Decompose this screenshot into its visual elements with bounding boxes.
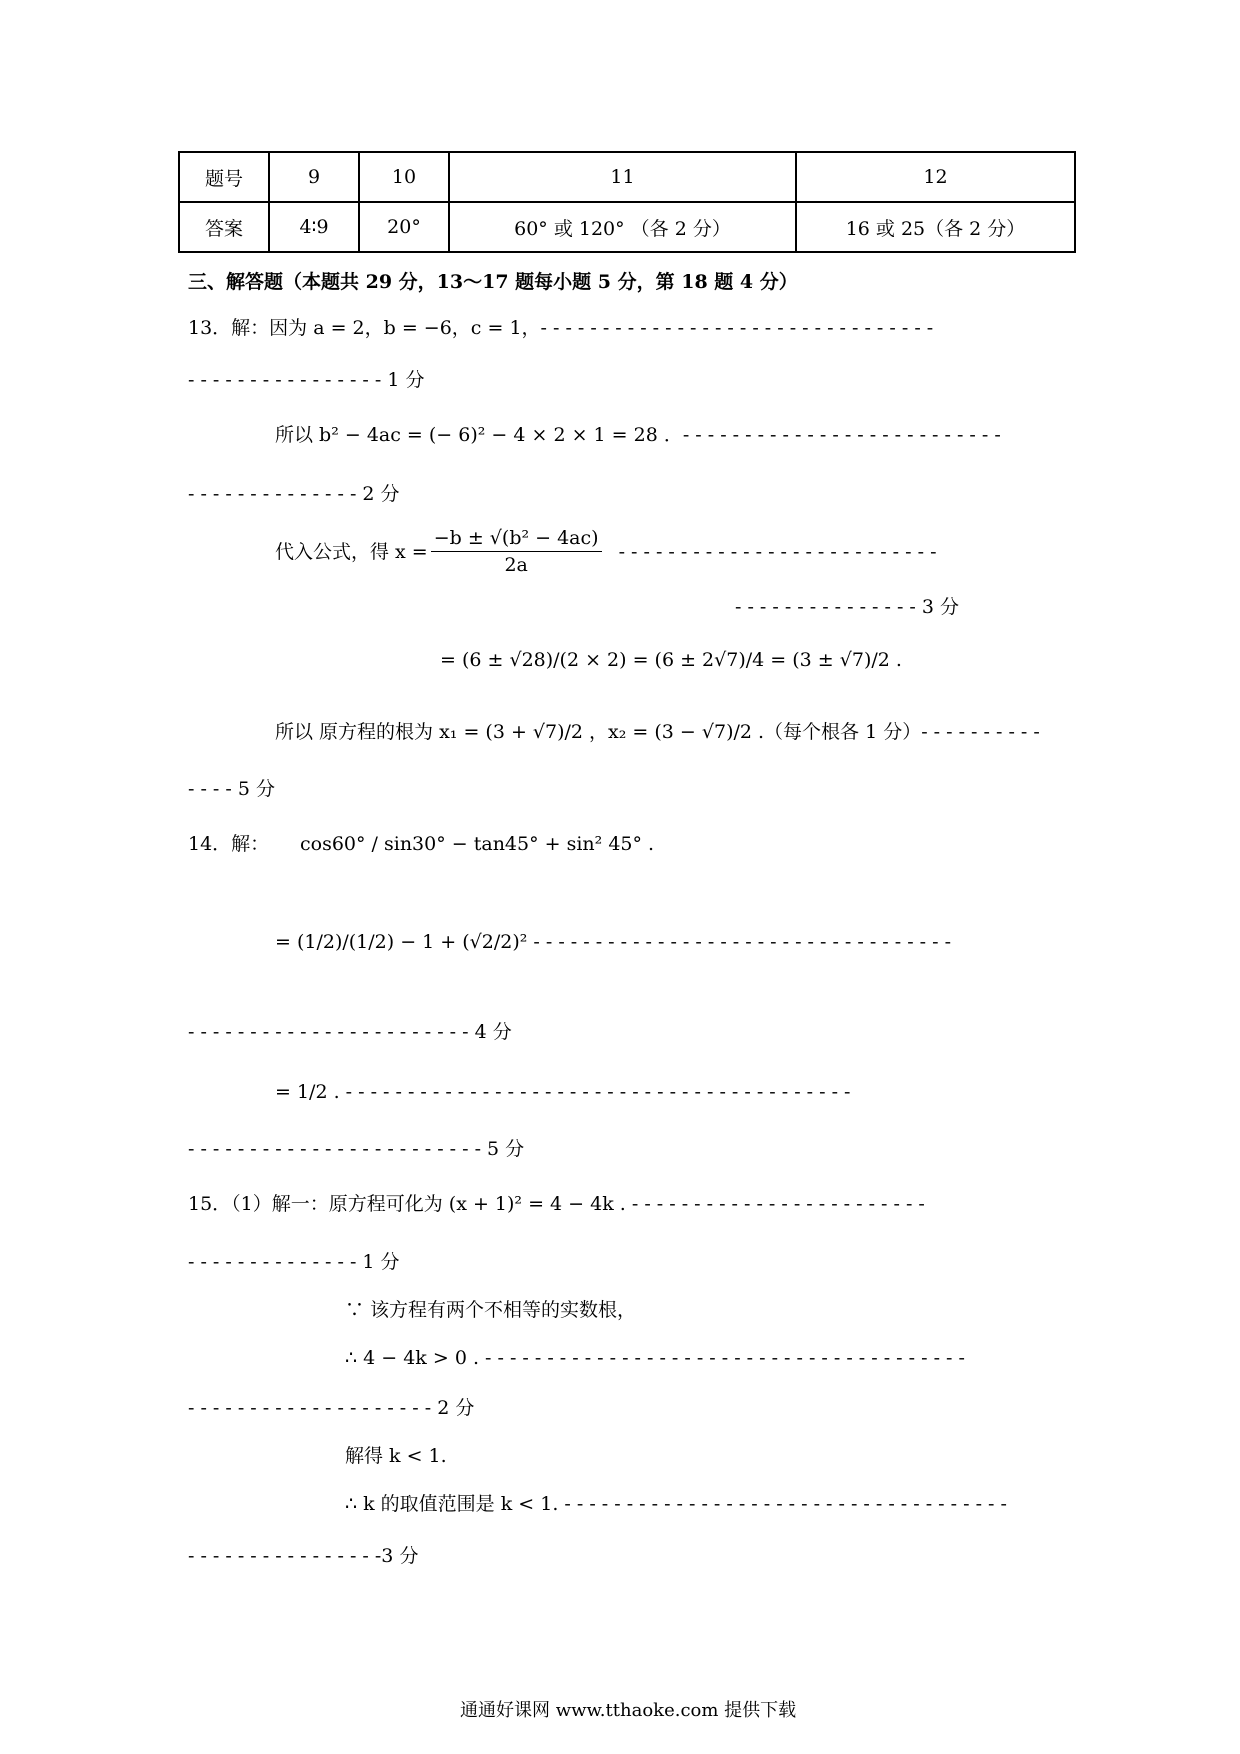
formula-numerator: −b ± √(b² − 4ac) (431, 527, 602, 552)
table-cell: 11 (449, 152, 796, 202)
q14-line3: = 1/2 . - - - - - - - - - - - - - - - - - - - - - - - - - - - - - - - - - - - - - - - - - (275, 1081, 851, 1103)
q15-line2: ∵ 该方程有两个不相等的实数根， (345, 1299, 637, 1321)
q14-expression: cos60° / sin30° − tan45° + sin² 45° . (300, 833, 655, 855)
q15-score5: - - - - - - - - - - - - - - - -3 分 (188, 1545, 419, 1567)
table-row (179, 202, 1075, 252)
formula-denominator: 2a (504, 554, 528, 576)
q13-line3 (275, 527, 937, 576)
q15-score3: - - - - - - - - - - - - - - - - - - - - 2 分 (188, 1397, 475, 1419)
q13-score2: - - - - - - - - - - - - - - 2 分 (188, 483, 400, 505)
q14-score3: - - - - - - - - - - - - - - - - - - - - - - - - 5 分 (188, 1138, 525, 1160)
q13-line5: 所以 原方程的根为 x₁ = (3 + √7)/2 ，x₂ = (3 − √7)/2 .（每个根各 1 分）- - - - - - - - - - (275, 721, 1040, 743)
table-cell: 20° (359, 202, 449, 252)
table-row (179, 152, 1075, 202)
q14-score2: - - - - - - - - - - - - - - - - - - - - - - - 4 分 (188, 1021, 512, 1043)
q14-label: 14．解： (188, 833, 270, 855)
q15-score1: - - - - - - - - - - - - - - 1 分 (188, 1251, 400, 1273)
footer-text: 通通好课网 www.tthaoke.com 提供下载 (460, 1700, 797, 1721)
table-cell: 60° 或 120° （各 2 分） (449, 202, 796, 252)
q15-line5: ∴ k 的取值范围是 k < 1. - - - - - - - - - - - - - - - - - - - - - - - - - - - - - - - - - - - - (345, 1493, 1007, 1515)
table-cell: 题号 (179, 152, 269, 202)
answer-table (178, 151, 1076, 253)
q13-line3-dash: - - - - - - - - - - - - - - - - - - - - - - - - - - (618, 540, 937, 563)
table-cell: 12 (796, 152, 1075, 202)
q15-line3: ∴ 4 − 4k > 0 . - - - - - - - - - - - - - - - - - - - - - - - - - - - - - - - - - - - - - - - (345, 1347, 965, 1369)
quadratic-formula (431, 527, 602, 576)
table-cell: 9 (269, 152, 359, 202)
table-cell: 4∶9 (269, 202, 359, 252)
q13-score5: - - - - 5 分 (188, 778, 275, 800)
q15-line1: 15．（1）解一：原方程可化为 (x + 1)² = 4 − 4k . - - - - - - - - - - - - - - - - - - - - - - - - (188, 1193, 925, 1215)
q13-score3: - - - - - - - - - - - - - - - 3 分 (735, 596, 960, 618)
q13-line3-label: 代入公式，得 x = (275, 540, 428, 563)
table-cell: 答案 (179, 202, 269, 252)
q13-line4: = (6 ± √28)/(2 × 2) = (6 ± 2√7)/4 = (3 ± √7)/2 . (440, 649, 902, 671)
q13-line1: 13．解：因为 a = 2，b = −6，c = 1，- - - - - - - - - - - - - - - - - - - - - - - - - - - - - - - - (188, 317, 934, 339)
q14-line2: = (1/2)/(1/2) − 1 + (√2/2)² - - - - - - - - - - - - - - - - - - - - - - - - - - - - - - - - - - (275, 931, 952, 953)
q13-score1: - - - - - - - - - - - - - - - - 1 分 (188, 369, 425, 391)
table-cell: 16 或 25（各 2 分） (796, 202, 1075, 252)
q13-line2: 所以 b² − 4ac = (− 6)² − 4 × 2 × 1 = 28 ．- - - - - - - - - - - - - - - - - - - - - - - - - - (275, 424, 1001, 446)
table-cell: 10 (359, 152, 449, 202)
q15-line4: 解得 k < 1. (345, 1445, 447, 1467)
section-heading: 三、解答题（本题共 29 分，13～17 题每小题 5 分，第 18 题 4 分） (188, 271, 798, 293)
